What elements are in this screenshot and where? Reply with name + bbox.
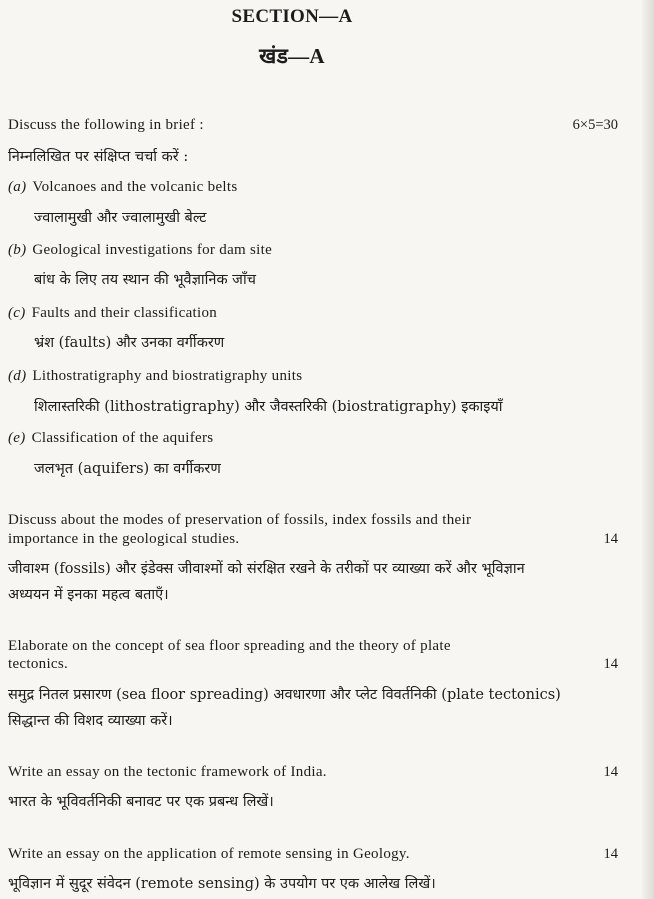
q2-marks: 14 xyxy=(603,531,618,547)
q3-english-line-2: tectonics. xyxy=(8,656,69,672)
q5-marks: 14 xyxy=(603,846,618,862)
part-label: (b) xyxy=(8,242,27,258)
q3-hindi-line-1: समुद्र नितल प्रसारण (sea floor spreading) अवधारणा और प्लेट विवर्तनिकी (plate tectonics) xyxy=(8,687,561,703)
part-text-english: Faults and their classification xyxy=(31,305,218,321)
q4-english: Write an essay on the tectonic framework of India. xyxy=(8,764,327,780)
q5-hindi: भूविज्ञान में सुदूर संवेदन (remote sensing) के उपयोग पर एक आलेख लिखें। xyxy=(8,876,436,892)
q1-part-c xyxy=(8,305,217,322)
q3-hindi-line-2: सिद्धान्त की विशद व्याख्या करें। xyxy=(8,713,173,729)
q1-part-d-hindi: शिलास्तरिकी (lithostratigraphy) और जैवस्तरिकी (biostratigraphy) इकाइयाँ xyxy=(34,399,503,415)
q1-part-a xyxy=(8,179,238,196)
section-title-english: SECTION—A xyxy=(231,6,353,27)
q1-intro-hindi: निम्नलिखित पर संक्षिप्त चर्चा करें : xyxy=(8,149,189,165)
part-text-english: Lithostratigraphy and biostratigraphy units xyxy=(32,368,303,384)
q3-marks: 14 xyxy=(603,656,618,672)
section-title-hindi: खंड—A xyxy=(259,44,325,68)
q1-marks: 6×5=30 xyxy=(572,117,618,133)
q1-part-d xyxy=(8,368,302,385)
q1-part-c-hindi: भ्रंश (faults) और उनका वर्गीकरण xyxy=(34,335,225,351)
q1-part-b xyxy=(8,242,272,259)
q1-part-e-hindi: जलभृत (aquifers) का वर्गीकरण xyxy=(34,461,221,477)
part-text-english: Classification of the aquifers xyxy=(31,430,214,446)
part-label: (c) xyxy=(8,305,26,321)
part-label: (e) xyxy=(8,430,26,446)
q3-english-line-1: Elaborate on the concept of sea floor spreading and the theory of plate xyxy=(8,638,451,654)
q4-marks: 14 xyxy=(603,764,618,780)
q1-part-a-hindi: ज्वालामुखी और ज्वालामुखी बेल्ट xyxy=(34,210,207,226)
q5-english: Write an essay on the application of remote sensing in Geology. xyxy=(8,846,410,862)
q1-intro-english: Discuss the following in brief : xyxy=(8,117,204,133)
q2-english-line-2: importance in the geological studies. xyxy=(8,531,240,547)
part-label: (a) xyxy=(8,179,27,195)
part-text-english: Geological investigations for dam site xyxy=(32,242,273,258)
part-label: (d) xyxy=(8,368,27,384)
q1-part-e xyxy=(8,430,213,447)
q4-hindi: भारत के भूविवर्तनिकी बनावट पर एक प्रबन्ध लिखें। xyxy=(8,794,274,810)
q2-english-line-1: Discuss about the modes of preservation of fossils, index fossils and their xyxy=(8,512,472,528)
q1-part-b-hindi: बांध के लिए तय स्थान की भूवैज्ञानिक जाँच xyxy=(34,272,256,288)
part-text-english: Volcanoes and the volcanic belts xyxy=(32,179,238,195)
q2-hindi-line-1: जीवाश्म (fossils) और इंडेक्स जीवाश्मों को संरक्षित रखने के तरीकों पर व्याख्या करें और भूविज्ञान xyxy=(8,561,525,577)
page-edge-shadow xyxy=(642,0,654,899)
q2-hindi-line-2: अध्ययन में इनका महत्व बताएँ। xyxy=(8,587,169,603)
